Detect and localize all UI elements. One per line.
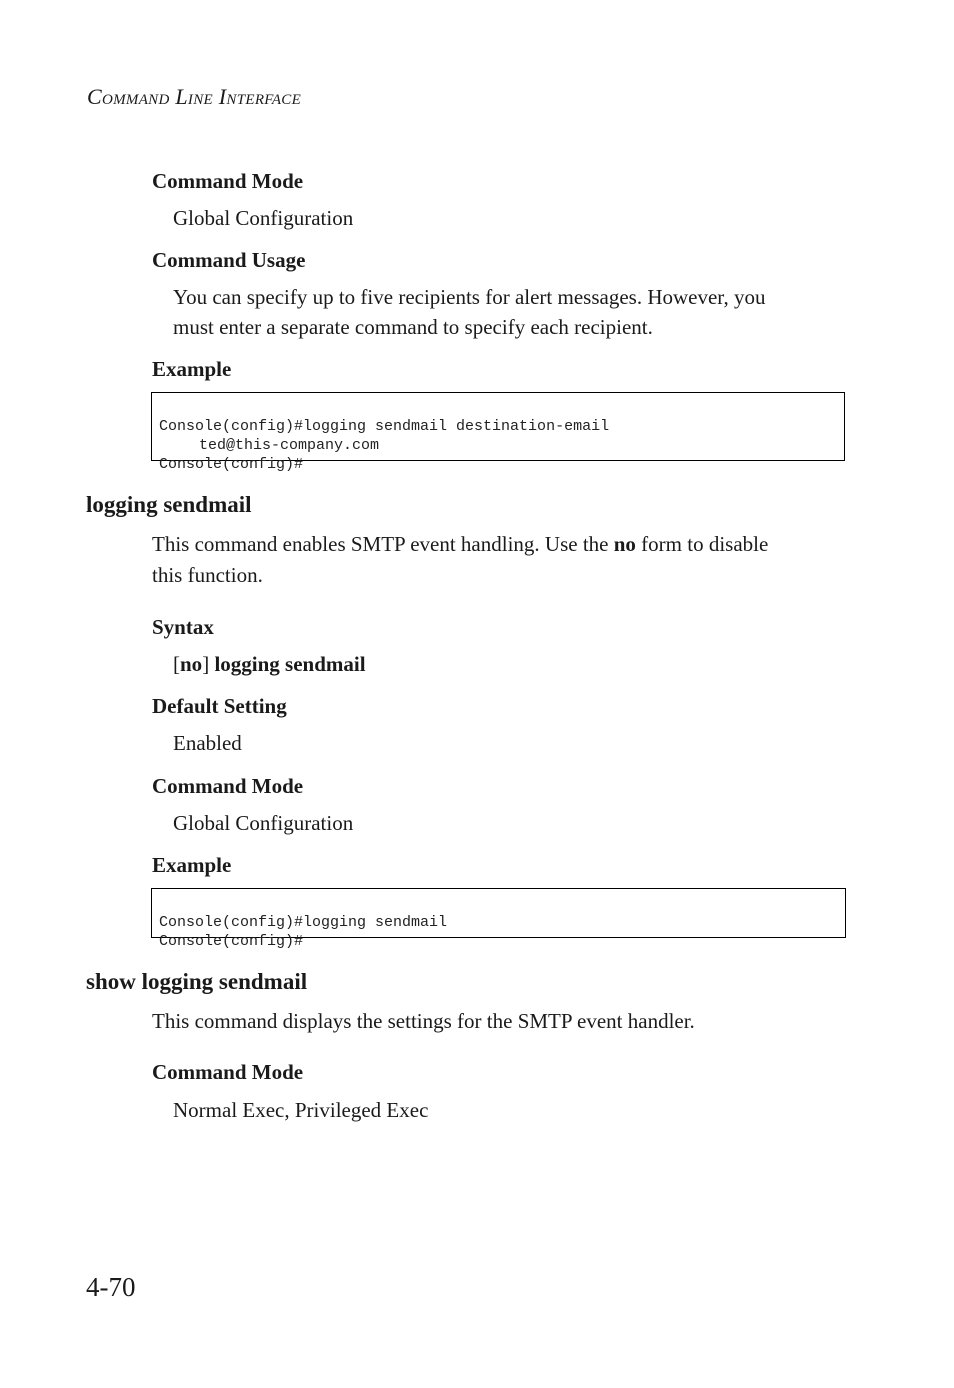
section-description-line-2: this function. <box>152 563 263 587</box>
section-description-line-1 <box>152 529 768 559</box>
section-title-show-logging-sendmail: show logging sendmail <box>86 969 308 994</box>
code-line: Console(config)#logging sendmail <box>159 914 448 931</box>
desc-keyword-no: no <box>613 532 636 556</box>
command-mode-value: Global Configuration <box>173 206 354 230</box>
page-number: 4-70 <box>86 1272 136 1302</box>
command-usage-heading: Command Usage <box>152 248 306 272</box>
command-mode-value: Global Configuration <box>173 811 354 835</box>
desc-text: This command enables SMTP event handling. Use the <box>152 532 614 556</box>
running-header: Command Line Interface <box>87 84 302 109</box>
section-description: This command displays the settings for the SMTP event handler. <box>152 1009 695 1033</box>
section-title-logging-sendmail: logging sendmail <box>86 492 252 517</box>
command-mode-heading: Command Mode <box>152 774 304 798</box>
code-line: Console(config)#logging sendmail destination-email <box>159 418 610 435</box>
code-line: Console(config)# <box>159 933 304 950</box>
default-setting-value: Enabled <box>173 731 242 755</box>
code-line: ted@this-company.com <box>199 437 380 454</box>
code-line: Console(config)# <box>159 456 304 473</box>
syntax-keyword-no: no <box>180 652 203 676</box>
command-mode-heading: Command Mode <box>152 169 304 193</box>
syntax-bracket: ] <box>202 652 215 676</box>
default-setting-heading: Default Setting <box>152 694 287 718</box>
example-heading: Example <box>152 357 232 381</box>
command-mode-value: Normal Exec, Privileged Exec <box>173 1098 429 1122</box>
syntax-heading: Syntax <box>152 615 214 639</box>
example-heading: Example <box>152 853 232 877</box>
example-code-block <box>151 392 845 473</box>
example-code-block <box>151 888 846 950</box>
syntax-bracket: [ <box>173 652 180 676</box>
desc-text: form to disable <box>635 532 769 556</box>
command-mode-heading: Command Mode <box>152 1060 304 1084</box>
syntax-command: logging sendmail <box>214 652 366 676</box>
command-usage-line-1: You can specify up to five recipients for alert messages. However, you <box>173 285 766 309</box>
syntax-line <box>173 649 366 679</box>
command-usage-line-2: must enter a separate command to specify each recipient. <box>173 315 653 339</box>
